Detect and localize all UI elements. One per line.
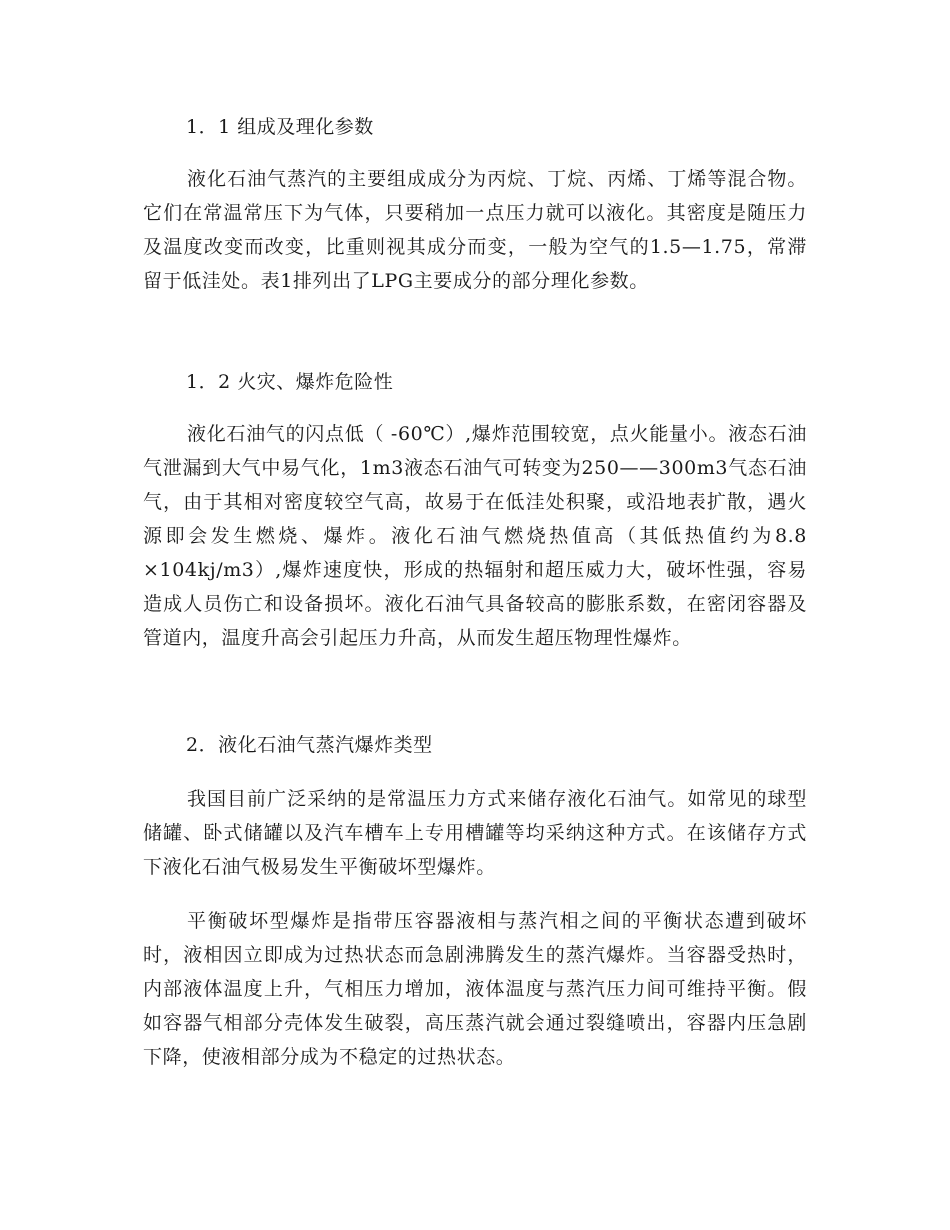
paragraph-fire-explosion-hazard: 液化石油气的闪点低（ -60℃）,爆炸范围较宽，点火能量小。液态石油气泄漏到大气中易气化，1m3液态石油气可转变为250——300m3气态石油气，由于其相对密度较空气高，故易于在低洼处积聚，或沿地表扩散，遇火源即会发生燃烧、爆炸。液化石油气燃烧热值高（其低热值约为8.8 ×104kj/m3）,爆炸速度快，形成的热辐射和超压威力大，破坏性强，容易造成人员伤亡和设备损坏。液化石油气具备较高的膨胀系数，在密闭容器及管道内，温度升高会引起压力升高，从而发生超压物理性爆炸。 [143, 423, 807, 649]
section-heading-vapor-explosion-types: 2．液化石油气蒸汽爆炸类型 [186, 734, 433, 756]
paragraph-composition: 液化石油气蒸汽的主要组成成分为丙烷、丁烷、丙烯、丁烯等混合物。它们在常温常压下为气体，只要稍加一点压力就可以液化。其密度是随压力及温度改变而改变，比重则视其成分而变，一般为空气的1.5—1.75，常滞留于低洼处。表1排列出了LPG主要成分的部分理化参数。 [143, 168, 807, 292]
section-heading-composition-parameters: 1．1 组成及理化参数 [186, 116, 374, 138]
paragraph-equilibrium-breakdown-explosion: 平衡破坏型爆炸是指带压容器液相与蒸汽相之间的平衡状态遭到破坏时，液相因立即成为过热状态而急剧沸腾发生的蒸汽爆炸。当容器受热时，内部液体温度上升，气相压力增加，液体温度与蒸汽压力间可维持平衡。假如容器气相部分壳体发生破裂，高压蒸汽就会通过裂缝喷出，容器内压急剧下降，使液相部分成为不稳定的过热状态。 [143, 910, 807, 1068]
section-heading-fire-explosion-hazard: 1．2 火灾、爆炸危险性 [186, 371, 394, 393]
paragraph-storage-method: 我国目前广泛采纳的是常温压力方式来储存液化石油气。如常见的球型储罐、卧式储罐以及汽车槽车上专用槽罐等均采纳这种方式。在该储存方式下液化石油气极易发生平衡破坏型爆炸。 [143, 788, 807, 878]
